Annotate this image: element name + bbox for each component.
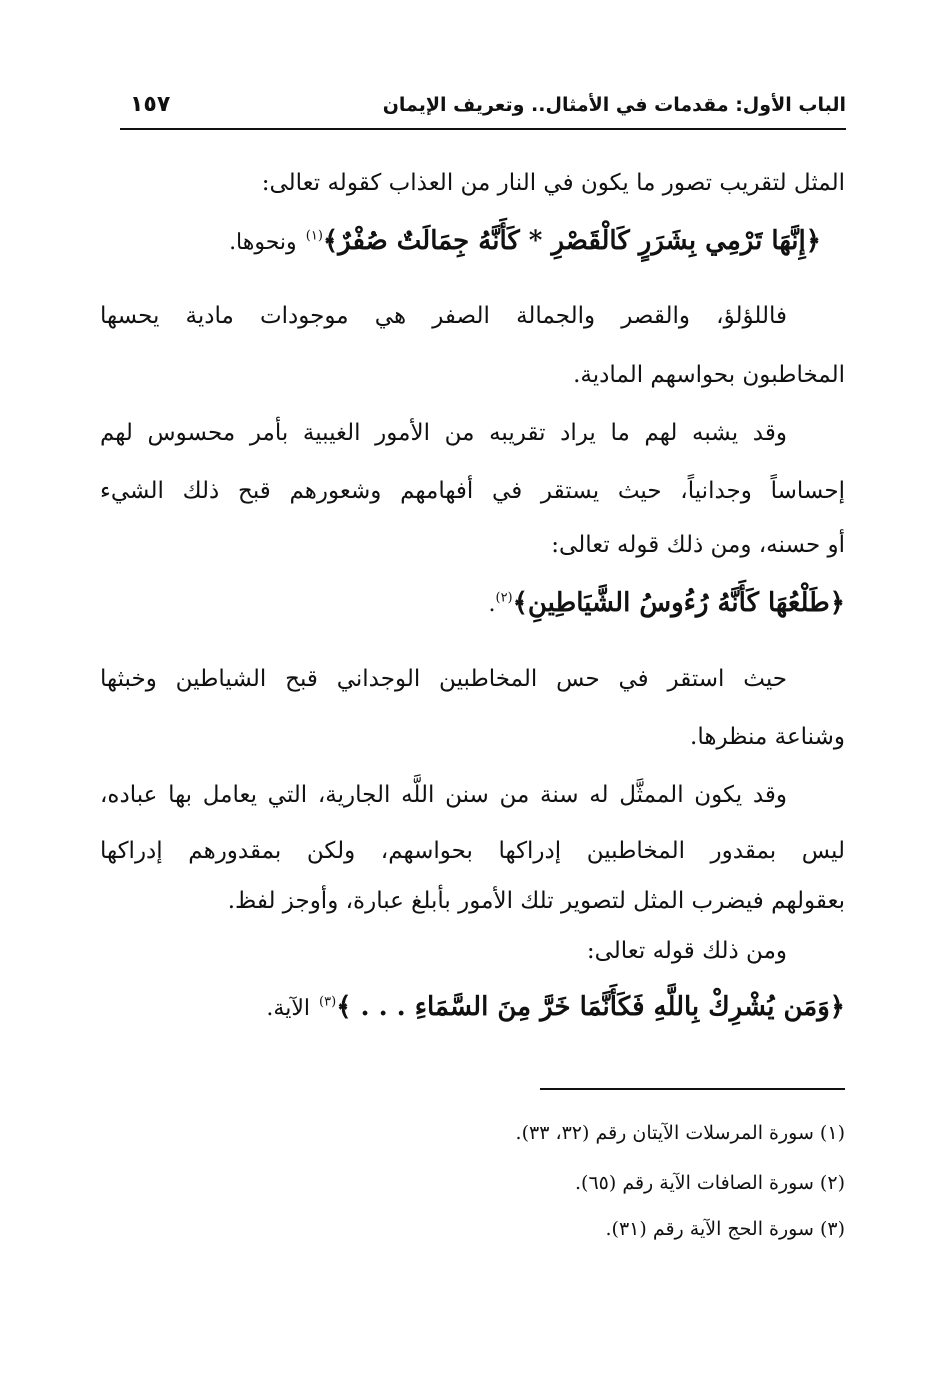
text-line: ومن ذلك قوله تعالى: xyxy=(586,938,787,964)
text-line: المثل لتقريب تصور ما يكون في النار من العذاب كقوله تعالى: xyxy=(261,170,845,196)
text-line: أو حسنه، ومن ذلك قوله تعالى: xyxy=(551,532,845,558)
text-line: فاللؤلؤ، والقصر والجمالة الصفر هي موجودات مادية يحسها xyxy=(100,303,787,329)
footnote-ref: (٣) xyxy=(319,994,337,1010)
verse-trailing-text: الآية. xyxy=(266,996,310,1021)
verse-text: ﴿طَلْعُهَا كَأَنَّهُ رُءُوسُ الشَّيَاطِينِ﴾ xyxy=(512,588,845,618)
text-line: وشناعة منظرها. xyxy=(690,724,845,750)
verse-trailing-text: . xyxy=(488,592,496,617)
running-header xyxy=(120,86,846,130)
text-line: حيث استقر في حس المخاطبين الوجداني قبح الشياطين وخبثها xyxy=(100,666,787,692)
chapter-title: الباب الأول: مقدمات في الأمثال.. وتعريف الإيمان xyxy=(382,94,846,116)
verse-text: ﴿وَمَن يُشْرِكْ بِاللَّهِ فَكَأَنَّمَا خَرَّ مِنَ السَّمَاءِ . . . ﴾ xyxy=(336,992,845,1022)
text-line: بعقولهم فيضرب المثل لتصوير تلك الأمور بأبلغ عبارة، وأوجز لفظ. xyxy=(227,888,845,914)
footnote-ref: (١) xyxy=(305,228,323,244)
page-number: ١٥٧ xyxy=(130,92,171,117)
verse-text: ﴿إِنَّهَا تَرْمِي بِشَرَرٍ كَالْقَصْرِ * كَأَنَّهُ جِمَالَتٌ صُفْرٌ﴾ xyxy=(322,226,821,256)
text-line: المخاطبون بحواسهم المادية. xyxy=(573,362,845,388)
footnote: (٢) سورة الصافات الآية رقم (٦٥). xyxy=(575,1172,845,1194)
footnote: (١) سورة المرسلات الآيتان رقم (٣٢، ٣٣). xyxy=(515,1122,845,1144)
quran-verse xyxy=(229,226,821,256)
quran-verse xyxy=(266,992,845,1022)
text-line: وقد يشبه لهم ما يراد تقريبه من الأمور الغيبية بأمر محسوس لهم xyxy=(100,420,787,446)
text-line: ليس بمقدور المخاطبين إدراكها بحواسهم، ولكن بمقدورهم إدراكها xyxy=(100,838,845,864)
footnote-ref: (٢) xyxy=(495,590,513,606)
verse-trailing-text: ونحوها. xyxy=(229,230,297,255)
quran-verse xyxy=(488,588,845,618)
text-line: وقد يكون الممثَّل له سنة من سنن اللَّه الجارية، التي يعامل بها عباده، xyxy=(100,782,787,808)
text-line: إحساساً وجدانياً، حيث يستقر في أفهامهم وشعورهم قبح ذلك الشيء xyxy=(100,478,845,504)
footnote-separator xyxy=(540,1088,845,1090)
footnote: (٣) سورة الحج الآية رقم (٣١). xyxy=(605,1218,845,1240)
